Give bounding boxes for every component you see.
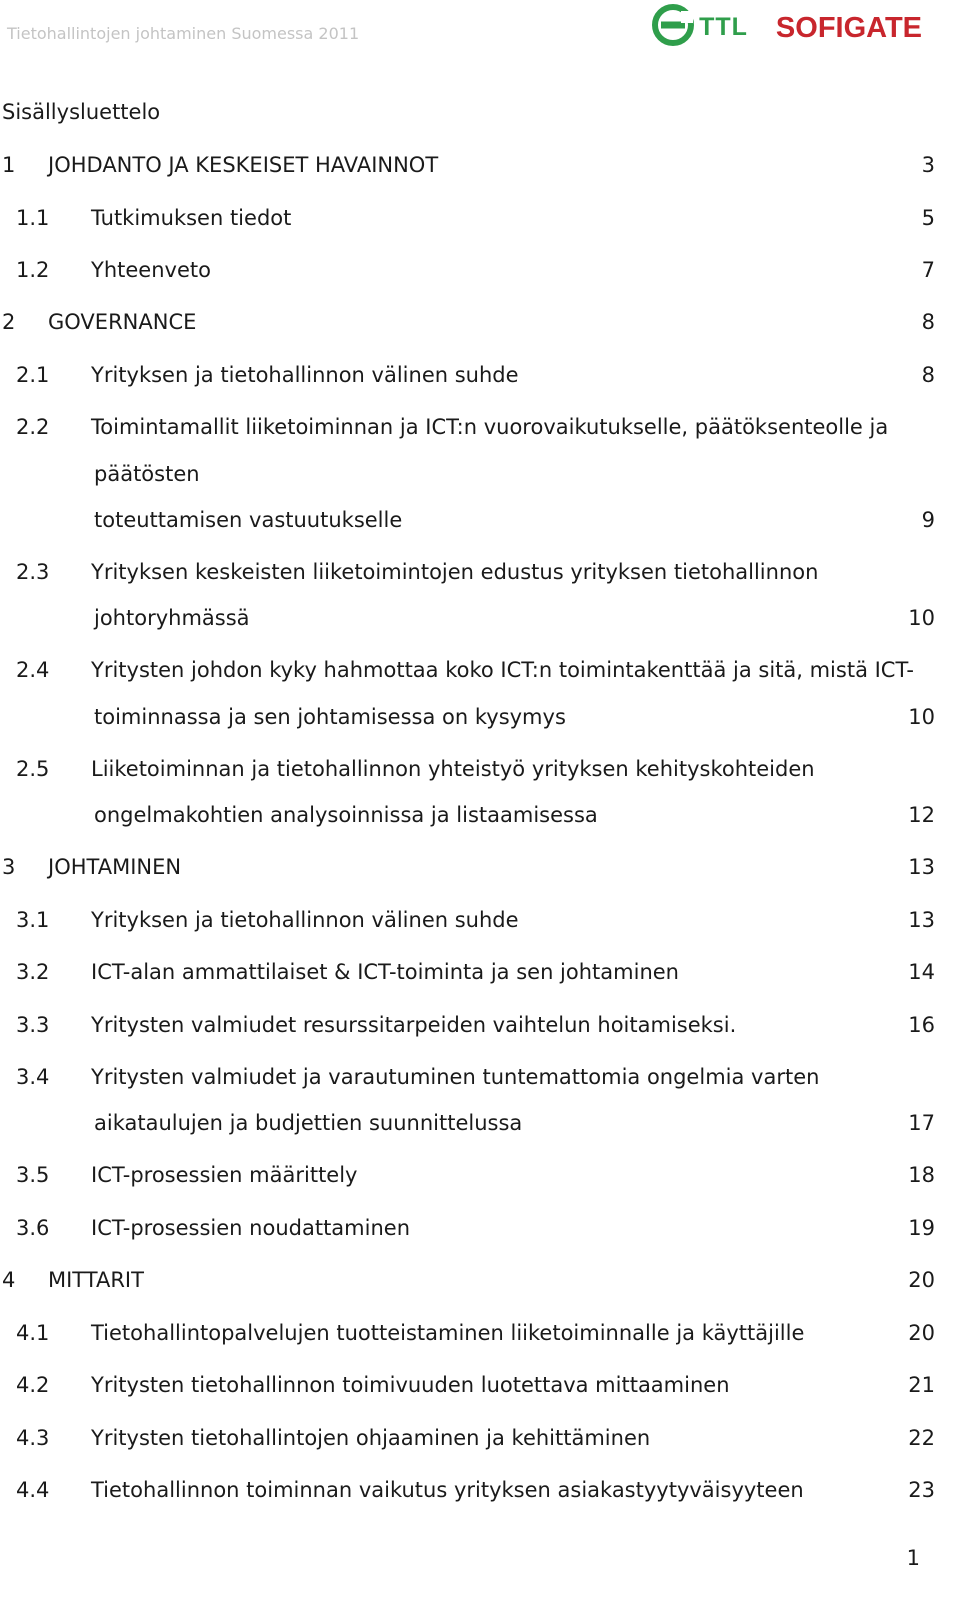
toc-entry-title: Tietohallinnon toiminnan vaikutus yrityksen asiakastyytyväisyyteen	[91, 1478, 804, 1502]
toc-entry-number: 1.1	[16, 206, 50, 230]
toc-entry-page: 19	[908, 1216, 935, 1240]
toc-entry-number: 2.1	[16, 363, 50, 387]
toc-entry-page: 16	[908, 1013, 935, 1037]
toc-entry-page: 10	[908, 606, 935, 630]
toc-entry-page: 9	[921, 508, 935, 532]
toc-entry-page: 21	[908, 1373, 935, 1397]
toc-entry-title: GOVERNANCE	[48, 310, 197, 334]
toc-entry-number: 2.3	[16, 560, 50, 584]
toc-entry-number: 4.4	[16, 1478, 50, 1502]
toc-entry-number: 2.4	[16, 658, 50, 682]
toc-entry-title: Yhteenveto	[91, 258, 211, 282]
running-header-title: Tietohallintojen johtaminen Suomessa 2011	[7, 24, 360, 43]
toc-entry-number: 3.4	[16, 1065, 50, 1089]
toc-entry-number: 3.6	[16, 1216, 50, 1240]
toc-entry-title: ICT-alan ammattilaiset & ICT-toiminta ja sen johtaminen	[91, 960, 679, 984]
toc-entry-page: 3	[921, 153, 935, 177]
toc-entry-number: 4.3	[16, 1426, 50, 1450]
toc-heading: Sisällysluettelo	[2, 100, 161, 124]
toc-entry-title: johtoryhmässä	[94, 606, 250, 630]
ttl-logo	[651, 3, 748, 47]
toc-entry-number: 4	[2, 1268, 16, 1292]
toc-entry-page: 10	[908, 705, 935, 729]
toc-entry-title: Yritysten valmiudet resurssitarpeiden vaihtelun hoitamiseksi.	[91, 1013, 737, 1037]
toc-entry-number: 2.2	[16, 415, 50, 439]
toc-entry-title: Yritysten tietohallinnon toimivuuden luotettava mittaaminen	[91, 1373, 730, 1397]
toc-entry-page: 5	[921, 206, 935, 230]
toc-entry-title: Yrityksen keskeisten liiketoimintojen edustus yrityksen tietohallinnon	[91, 560, 819, 584]
toc-entry-number: 3.1	[16, 908, 50, 932]
toc-entry-page: 13	[908, 908, 935, 932]
toc-entry-title: MITTARIT	[48, 1268, 144, 1292]
toc-entry-title: ICT-prosessien noudattaminen	[91, 1216, 410, 1240]
toc-entry-number: 1.2	[16, 258, 50, 282]
toc-entry-number: 2	[2, 310, 16, 334]
toc-entry-number: 1	[2, 153, 16, 177]
toc-entry-title: ongelmakohtien analysoinnissa ja listaamisessa	[94, 803, 598, 827]
toc-entry-page: 12	[908, 803, 935, 827]
toc-entry-number: 4.2	[16, 1373, 50, 1397]
toc-entry-title: ICT-prosessien määrittely	[91, 1163, 358, 1187]
sofigate-logo: SOFIGATE	[775, 11, 922, 44]
toc-entry-title: Yritysten tietohallintojen ohjaaminen ja kehittäminen	[91, 1426, 651, 1450]
toc-entry-title: Yritysten johdon kyky hahmottaa koko ICT:n toimintakenttää ja sitä, mistä ICT-	[91, 658, 914, 682]
toc-entry-title: Tietohallintopalvelujen tuotteistaminen liiketoiminnalle ja käyttäjille	[91, 1321, 805, 1345]
toc-entry-title: JOHTAMINEN	[48, 855, 182, 879]
ttl-emblem-icon	[651, 3, 695, 47]
toc-entry-page: 17	[908, 1111, 935, 1135]
toc-entry-title: JOHDANTO JA KESKEISET HAVAINNOT	[48, 153, 439, 177]
toc-entry-number: 3	[2, 855, 16, 879]
toc-entry-page: 13	[908, 855, 935, 879]
toc-entry-number: 3.3	[16, 1013, 50, 1037]
header-logos	[651, 2, 922, 48]
toc-entry-number: 3.2	[16, 960, 50, 984]
toc-entry-title: päätösten	[94, 462, 200, 486]
toc-entry-number: 3.5	[16, 1163, 50, 1187]
toc-entry-page: 22	[908, 1426, 935, 1450]
toc-entry-page: 23	[908, 1478, 935, 1502]
toc-entry-page: 8	[921, 363, 935, 387]
ttl-wordmark: TTL	[699, 12, 748, 41]
toc-entry-title: aikataulujen ja budjettien suunnittelussa	[94, 1111, 523, 1135]
toc-entry-title: Toimintamallit liiketoiminnan ja ICT:n vuorovaikutukselle, päätöksenteolle ja	[91, 415, 889, 439]
toc-entry-page: 20	[908, 1268, 935, 1292]
toc-entry-page: 18	[908, 1163, 935, 1187]
toc-entry-title: Liiketoiminnan ja tietohallinnon yhteistyö yrityksen kehityskohteiden	[91, 757, 815, 781]
toc-entry-page: 7	[921, 258, 935, 282]
toc-entry-page: 20	[908, 1321, 935, 1345]
toc-entry-title: toiminnassa ja sen johtamisessa on kysymys	[94, 705, 566, 729]
toc-entry-page: 14	[908, 960, 935, 984]
toc-entry-title: Yrityksen ja tietohallinnon välinen suhde	[91, 363, 519, 387]
toc-entry-title: Yrityksen ja tietohallinnon välinen suhde	[91, 908, 519, 932]
toc-entry-page: 8	[921, 310, 935, 334]
toc-entry-number: 4.1	[16, 1321, 50, 1345]
toc-entry-number: 2.5	[16, 757, 50, 781]
toc-entry-title: toteuttamisen vastuutukselle	[94, 508, 403, 532]
toc-entry-title: Yritysten valmiudet ja varautuminen tuntemattomia ongelmia varten	[91, 1065, 820, 1089]
page-number: 1	[906, 1546, 920, 1570]
toc-entry-title: Tutkimuksen tiedot	[91, 206, 292, 230]
